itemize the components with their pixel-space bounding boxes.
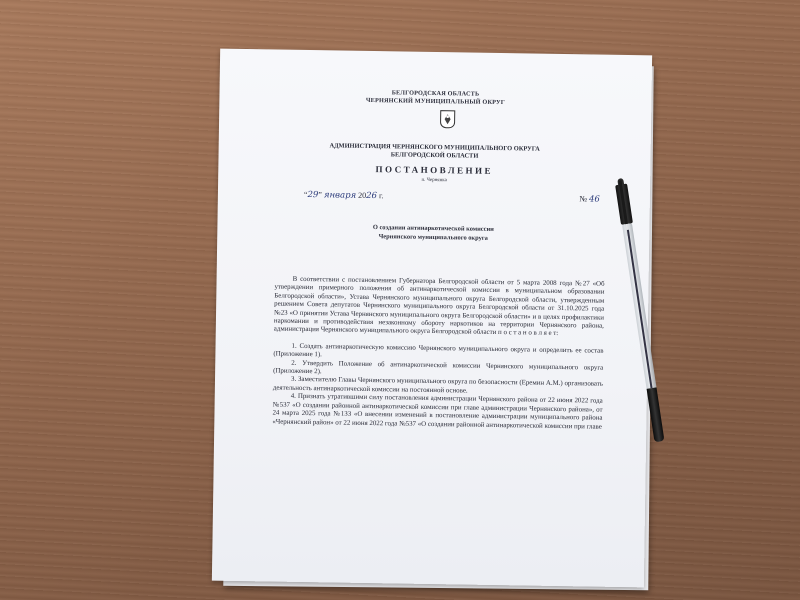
region-line-1: БЕЛГОРОДСКАЯ ОБЛАСТЬ (391, 89, 480, 98)
coat-of-arms-icon (440, 110, 455, 128)
title-line-1: О создании антинаркотической комиссии (372, 224, 494, 233)
date-open-quote: “ (303, 189, 308, 200)
region-line-2: ЧЕРНЯНСКИЙ МУНИЦИПАЛЬНЫЙ ОКРУГ (365, 96, 505, 107)
document-type: ПОСТАНОВЛЕНИЕ (375, 164, 494, 176)
date-line (304, 190, 600, 205)
clause-2: 2. Утвердить Положение об антинаркотической комиссии Чернянского муниципального округа (Приложение 2). (273, 359, 604, 376)
preamble-paragraph: В соответствии с постановлением Губернатора Белгородской области от 5 марта 2008 года №27 «Об утверждении примерного положения об антинаркотической комиссии в муниципальном образовании Белгородской области», Устава Чернянского муниципального округа Белгородской области, утвержденным решением Совета депутатов Чернянского муниципального округа Белгородской области от 31.10.2025 года №23 «О принятии Устава Чернянского муниципального округа Белгородской области» и в целях профилактики наркомании и противодействия незаконному обороту наркотиков на территории Чернянского района, администрация Чернянского муниципального округа Белгородской области п о с т а н о в л я е т: (273, 275, 605, 338)
document-number (579, 194, 600, 204)
clause-4: 4. Признать утратившими силу постановления администрации Чернянского района от 22 июня 2022 года №537 «О создании районной антинаркотической комиссии при главе администрации Чернянского района», от 24 марта 2025 года №133 «О внесении изменений в постановление администрации муниципального района «Чернянский район» от 22 июня 2022 года №537 «О создании районной антинаркотической комиссии при главе (272, 393, 603, 431)
date-year-prefix: 20 (358, 190, 367, 200)
admin-line-1: АДМИНИСТРАЦИЯ ЧЕРНЯНСКОГО МУНИЦИПАЛЬНОГО ОКРУГА (329, 142, 540, 153)
date-month: января (323, 190, 357, 201)
document-body (272, 276, 604, 432)
document-sheet (212, 49, 652, 588)
administration-header (219, 141, 651, 164)
date-year-suffix: 26 (366, 190, 378, 202)
region-header (219, 87, 651, 110)
title-line-2: Чернянского муниципального округа (378, 232, 488, 242)
clause-3: 3. Заместителю Главы Чернянского муниципального округа по безопасности (Еремин А.М.) организовать деятельность антинаркотической комиссии на постоянной основе. (272, 376, 604, 395)
date-close-quote: ” (318, 190, 322, 200)
admin-line-2: БЕЛГОРОДСКОЙ ОБЛАСТИ (390, 151, 479, 160)
date-day: 29 (307, 190, 319, 201)
document-title (217, 222, 649, 246)
clause-1: 1. Создать антинаркотическую комиссию Чернянского муниципального округа и определить ее состав (Приложение 1). (273, 342, 604, 359)
date-year-unit: г. (378, 191, 384, 201)
number-value: 46 (588, 194, 600, 205)
number-label: № (579, 194, 588, 204)
document-place: п. Чернянка (421, 177, 447, 184)
